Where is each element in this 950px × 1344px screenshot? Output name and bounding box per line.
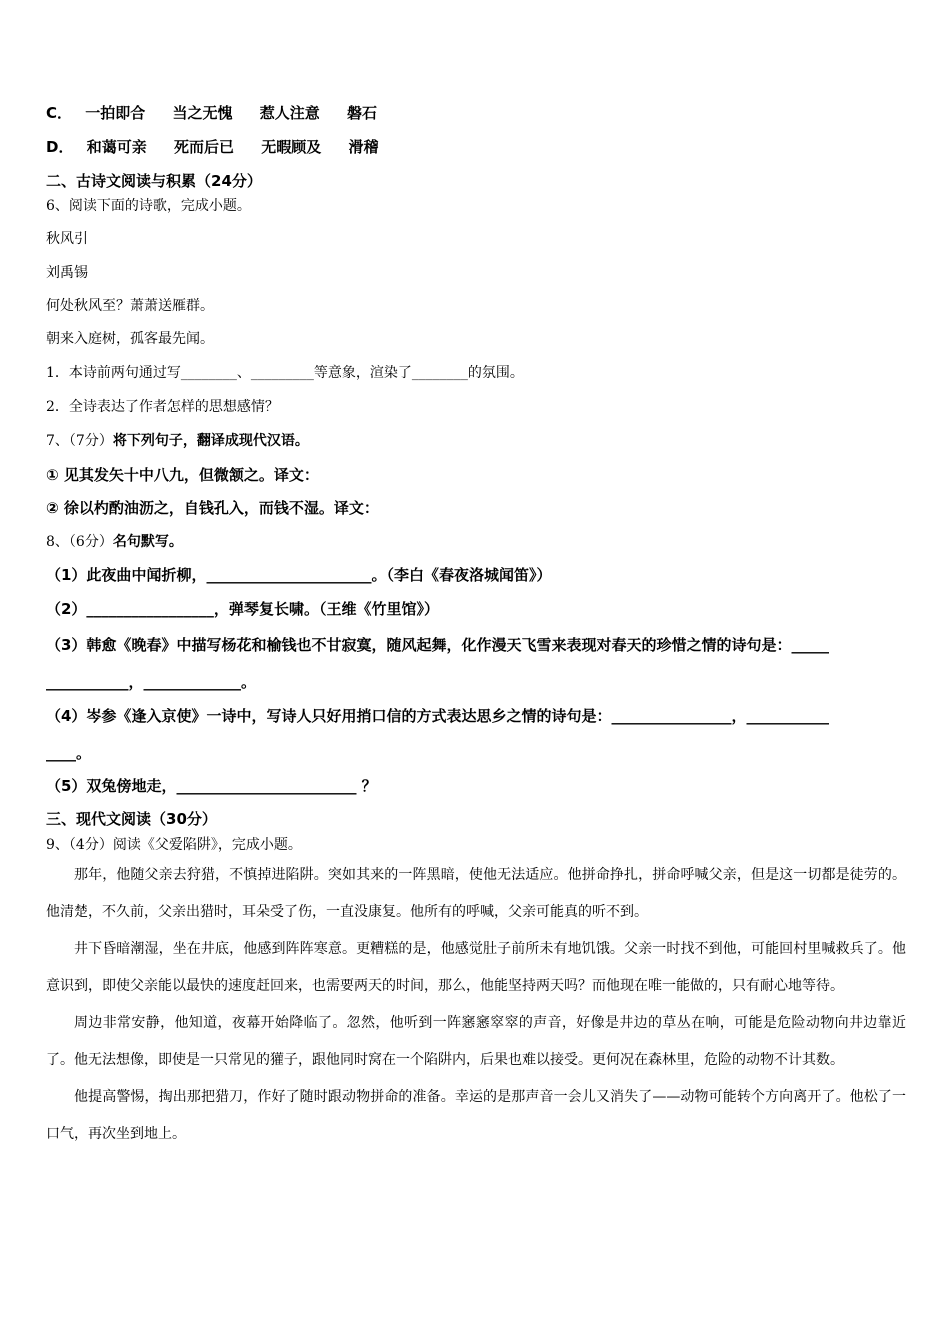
- poem-author: 刘禹锡: [46, 265, 88, 281]
- q8-line-3b: ___________，_____________。: [46, 673, 257, 691]
- q8-number: 8、（6分）: [46, 534, 113, 550]
- option-c: [46, 102, 399, 123]
- passage-paragraph: 周边非常安静，他知道，夜幕开始降临了。忽然，他听到一阵窸窸窣窣的声音，好像是井边的草丛在响，可能是危险动物向井边靠近了。他无法想像，即使是一只常见的獾子，跟他同时窝在一个陷阱内，后果也难以接受。更何况在森林里，危险的动物不计其数。: [46, 1015, 906, 1068]
- option-label: C．: [46, 104, 73, 122]
- section3-title: 三、现代文阅读（30分）: [46, 810, 217, 828]
- passage-paragraph: 井下昏暗潮湿，坐在井底，他感到阵阵寒意。更糟糕的是，他感觉肚子前所未有地饥饿。父亲一时找不到他，可能回村里喊救兵了。他意识到，即使父亲能以最快的速度赶回来，也需要两天的时间，那么，他能坚持两天吗？而他现在唯一能做的，只有耐心地等待。: [46, 941, 906, 994]
- passage-paragraph: 他提高警惕，掏出那把猎刀，作好了随时跟动物拼命的准备。幸运的是那声音一会儿又消失了——动物可能转个方向离开了。他松了一口气，再次坐到地上。: [46, 1089, 906, 1142]
- q7-sentence-1: ① 见其发矢十中八九，但微颔之。译文：: [46, 466, 319, 484]
- q6-sub1: 1．本诗前两句通过写________、_________等意象，渲染了________的氛围。: [46, 365, 524, 381]
- option-item: 和蔼可亲: [86, 138, 147, 156]
- q8-header: [46, 531, 183, 551]
- option-item: 死而后已: [173, 138, 234, 156]
- option-d: [46, 136, 400, 157]
- option-item: 磐石: [347, 104, 378, 122]
- poem-line-2: 朝来入庭树，孤客最先闻。: [46, 331, 214, 347]
- option-label: D．: [46, 138, 74, 156]
- q8-line-1: （1）此夜曲中闻折柳，______________________。（李白《春夜洛城闻笛》）: [46, 566, 552, 584]
- q7-header: [46, 430, 309, 450]
- q8-line-4b: ____。: [46, 744, 92, 762]
- q8-instruction: 名句默写。: [112, 534, 183, 550]
- section2-title: 二、古诗文阅读与积累（24分）: [46, 172, 262, 190]
- poem-line-1: 何处秋风至？萧萧送雁群。: [46, 298, 214, 314]
- q6-intro: 6、阅读下面的诗歌，完成小题。: [46, 198, 251, 214]
- poem-title: 秋风引: [46, 231, 88, 247]
- q7-instruction: 将下列句子，翻译成现代汉语。: [112, 433, 309, 449]
- q8-line-2: （2）_________________，弹琴复长啸。（王维《竹里馆》）: [46, 600, 439, 618]
- q9-header: 9、（4分）阅读《父爱陷阱》，完成小题。: [46, 837, 302, 853]
- option-item: 滑稽: [348, 138, 379, 156]
- q8-line-4a: （4）岑参《逢入京使》一诗中，写诗人只好用捎口信的方式表达思乡之情的诗句是：________________，___________: [46, 707, 829, 725]
- q7-sentence-2: ② 徐以杓酌油沥之，自钱孔入，而钱不湿。译文：: [46, 499, 379, 517]
- passage: [46, 857, 906, 1153]
- q8-line-5: （5）双兔傍地走，________________________ ？: [46, 777, 377, 795]
- option-item: 当之无愧: [172, 104, 233, 122]
- option-item: 惹人注意: [259, 104, 320, 122]
- passage-paragraph: 那年，他随父亲去狩猎，不慎掉进陷阱。突如其来的一阵黑暗，使他无法适应。他拼命挣扎，拼命呼喊父亲，但是这一切都是徒劳的。他清楚，不久前，父亲出猎时，耳朵受了伤，一直没康复。他所有的呼喊，父亲可能真的听不到。: [46, 867, 906, 920]
- option-item: 一拍即合: [85, 104, 146, 122]
- q6-sub2: 2．全诗表达了作者怎样的思想感情？: [46, 399, 279, 415]
- q8-line-3a: （3）韩愈《晚春》中描写杨花和榆钱也不甘寂寞，随风起舞，化作漫天飞雪来表现对春天的珍惜之情的诗句是：_____: [46, 636, 829, 654]
- option-item: 无暇顾及: [261, 138, 322, 156]
- q7-number: 7、（7分）: [46, 433, 113, 449]
